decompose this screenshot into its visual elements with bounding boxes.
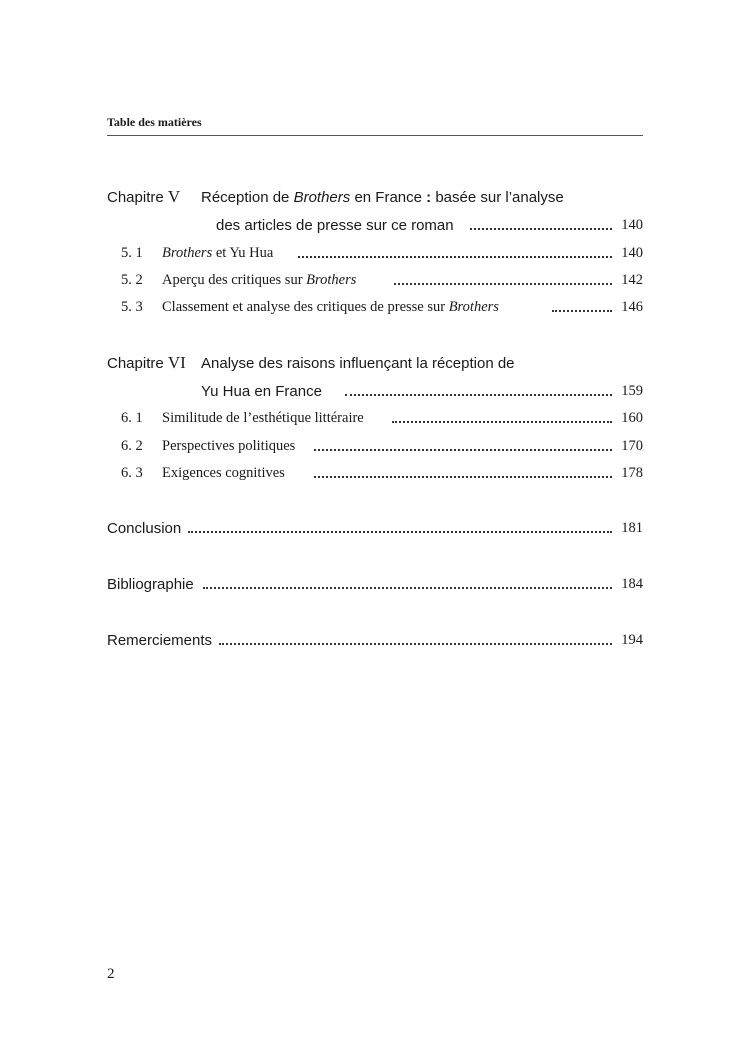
section-page: 178 xyxy=(621,464,643,481)
header-rule xyxy=(107,135,643,136)
entry-page: 194 xyxy=(621,631,643,648)
dot-leader xyxy=(219,643,612,645)
acknowledgements-entry xyxy=(0,627,750,653)
section-title: Perspectives politiques xyxy=(162,437,296,454)
section-5-3 xyxy=(0,294,750,320)
section-number: 6. 2 xyxy=(121,437,143,454)
section-title: Aperçu des critiques sur Brothers xyxy=(162,271,357,288)
entry-title: Remerciements xyxy=(107,631,213,649)
section-5-2 xyxy=(0,267,750,293)
section-number: 5. 3 xyxy=(121,298,143,315)
chapter-6-label: Chapitre VI xyxy=(107,353,186,372)
entry-page: 181 xyxy=(621,519,643,536)
page-number: 2 xyxy=(107,966,115,982)
chapter-5-title-line2: des articles de presse sur ce roman xyxy=(216,216,454,234)
chapter-6-line1 xyxy=(0,350,750,376)
dot-leader xyxy=(470,228,612,230)
section-6-3 xyxy=(0,460,750,486)
dot-leader xyxy=(298,256,612,258)
dot-leader xyxy=(188,531,612,533)
section-number: 6. 3 xyxy=(121,464,143,481)
section-page: 170 xyxy=(621,437,643,454)
chapter-5-label: Chapitre V xyxy=(107,187,181,206)
section-title: Brothers et Yu Hua xyxy=(162,244,274,261)
section-page: 142 xyxy=(621,271,643,288)
section-title: Classement et analyse des critiques de presse sur Brothers xyxy=(162,298,499,315)
dot-leader xyxy=(345,394,612,396)
dot-leader xyxy=(314,476,612,478)
section-5-1 xyxy=(0,240,750,266)
section-6-1 xyxy=(0,405,750,431)
section-title: Similitude de l’esthétique littéraire xyxy=(162,409,364,426)
dot-leader xyxy=(394,283,612,285)
conclusion-entry xyxy=(0,515,750,541)
chapter-5-page: 140 xyxy=(621,216,643,233)
dot-leader xyxy=(552,310,612,312)
chapter-6-line2 xyxy=(0,378,750,404)
section-number: 5. 2 xyxy=(121,271,143,288)
chapter-5-line2 xyxy=(0,212,750,238)
entry-title: Conclusion xyxy=(107,519,182,537)
section-title: Exigences cognitives xyxy=(162,464,285,481)
section-number: 6. 1 xyxy=(121,409,143,426)
chapter-6-title-line2: Yu Hua en France xyxy=(201,382,322,400)
entry-page: 184 xyxy=(621,575,643,592)
chapter-5-title-line1: Réception de Brothers en France : basée sur l’analyse xyxy=(201,188,564,206)
section-page: 146 xyxy=(621,298,643,315)
dot-leader xyxy=(203,587,612,589)
chapter-6-page: 159 xyxy=(621,382,643,399)
section-page: 160 xyxy=(621,409,643,426)
section-number: 5. 1 xyxy=(121,244,143,261)
section-6-2 xyxy=(0,433,750,459)
section-page: 140 xyxy=(621,244,643,261)
bibliography-entry xyxy=(0,571,750,597)
entry-title: Bibliographie xyxy=(107,575,194,593)
dot-leader xyxy=(392,421,612,423)
chapter-6-title-line1: Analyse des raisons influençant la réception de xyxy=(201,354,515,372)
running-title: Table des matières xyxy=(107,115,202,129)
dot-leader xyxy=(314,449,612,451)
chapter-5-line1 xyxy=(0,184,750,210)
